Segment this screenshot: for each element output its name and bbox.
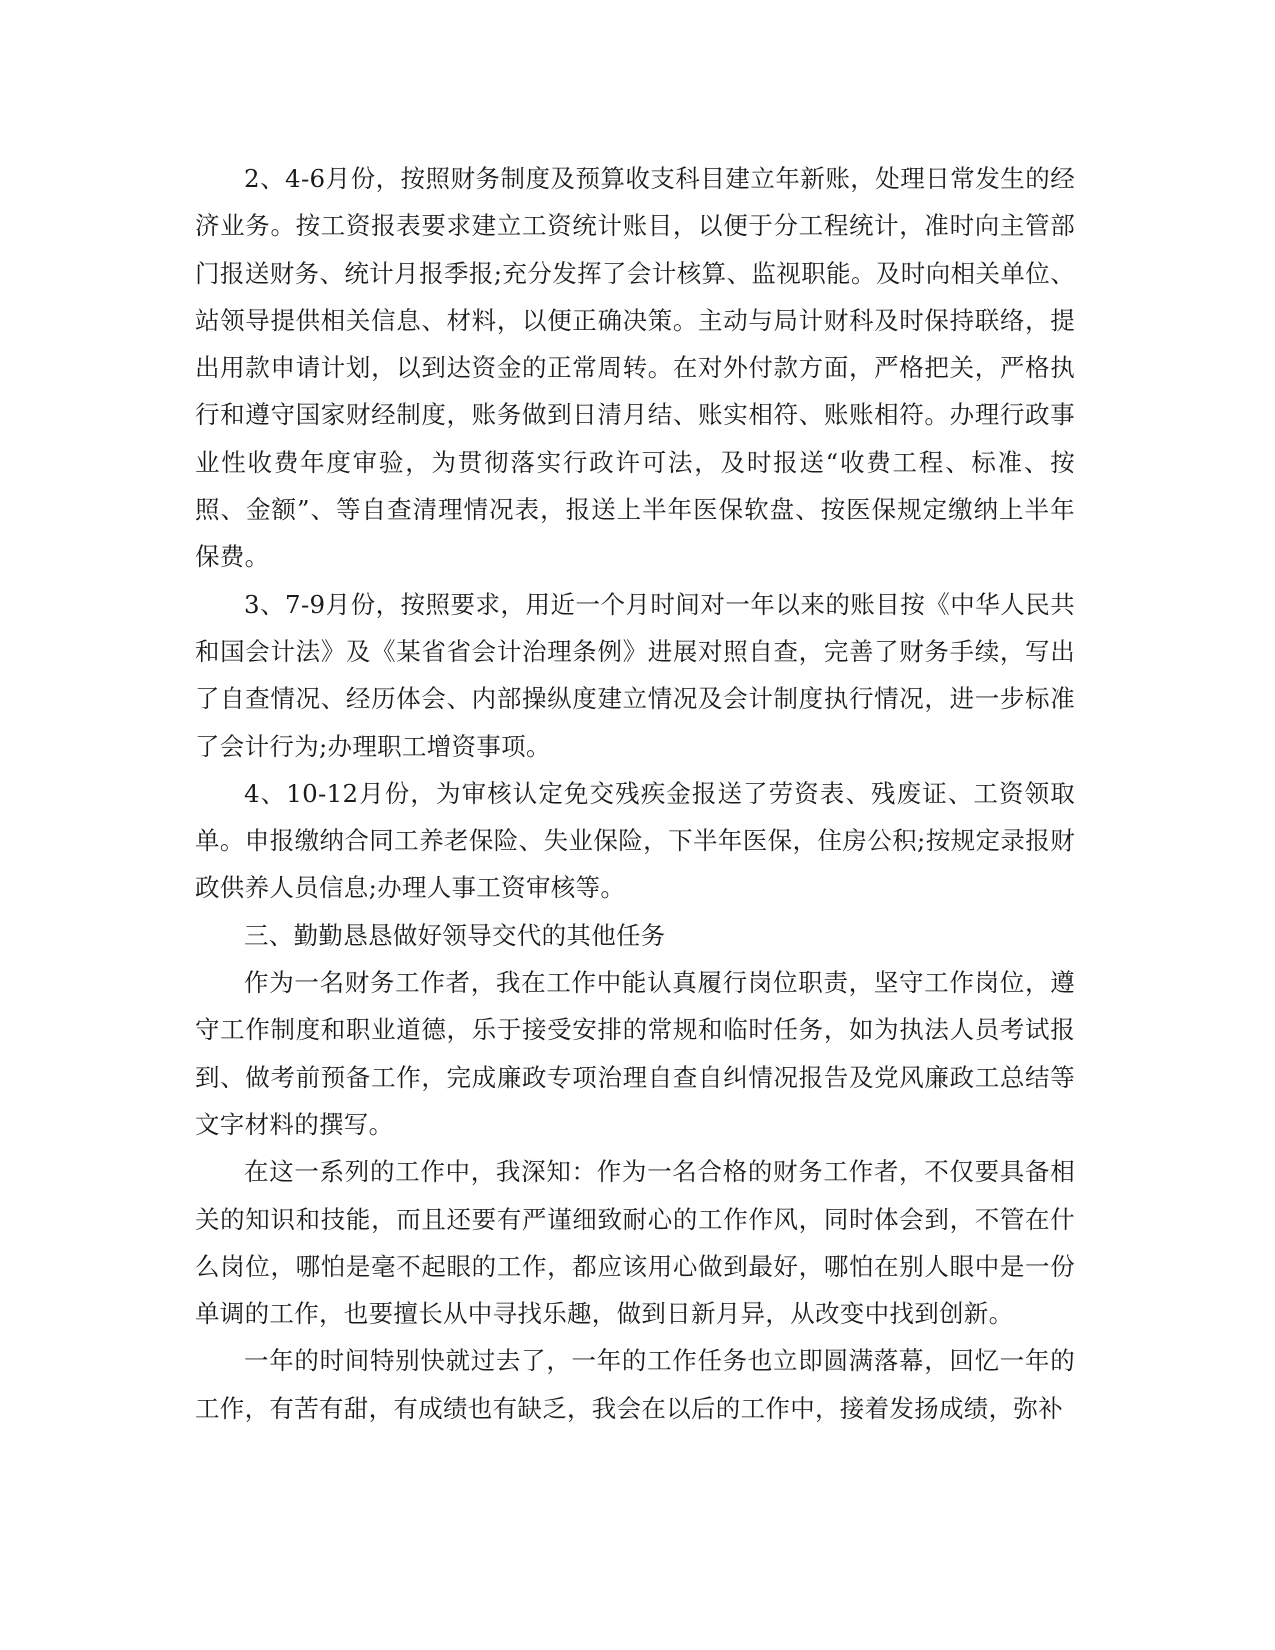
- paragraph-q4-work: 4、10-12月份，为审核认定免交残疾金报送了劳资表、残废证、工资领取单。申报缴纳合同工养老保险、失业保险，下半年医保，住房公积;按规定录报财政供养人员信息;办理人事工资审核等。: [195, 778, 1075, 903]
- paragraph-conclusion: 一年的时间特别快就过去了，一年的工作任务也立即圆满落幕，回忆一年的工作，有苦有甜，有成绩也有缺乏，我会在以后的工作中，接着发扬成绩，弥补: [195, 1346, 1075, 1423]
- section-heading-other-tasks: 三、勤勤恳恳做好领导交代的其他任务: [244, 920, 666, 950]
- paragraph-q3-work: 3、7-9月份，按照要求，用近一个月时间对一年以来的账目按《中华人民共和国会计法》及《某省省会计治理条例》进展对照自查，完善了财务手续，写出了自查情况、经历体会、内部操纵度建立情况及会计制度执行情况，进一步标准了会计行为;办理职工增资事项。: [195, 589, 1075, 761]
- paragraph-reflection: 在这一系列的工作中，我深知：作为一名合格的财务工作者，不仅要具备相关的知识和技能，而且还要有严谨细致耐心的工作作风，同时体会到，不管在什么岗位，哪怕是毫不起眼的工作，都应该用心做到最好，哪怕在别人眼中是一份单调的工作，也要擅长从中寻找乐趣，做到日新月异，从改变中找到创新。: [195, 1157, 1075, 1329]
- paragraph-q2-work: 2、4-6月份，按照财务制度及预算收支科目建立年新账，处理日常发生的经济业务。按工资报表要求建立工资统计账目，以便于分工程统计，准时向主管部门报送财务、统计月报季报;充分发挥了会计核算、监视职能。及时向相关单位、站领导提供相关信息、材料，以便正确决策。主动与局计财科及时保持联络，提出用款申请计划，以到达资金的正常周转。在对外付款方面，严格把关，严格执行和遵守国家财经制度，账务做到日清月结、账实相符、账账相符。办理行政事业性收费年度审验，为贯彻落实行政许可法，及时报送“收费工程、标准、按照、金额”、等自查清理情况表，报送上半年医保软盘、按医保规定缴纳上半年保费。: [195, 164, 1075, 572]
- paragraph-duties: 作为一名财务工作者，我在工作中能认真履行岗位职责，坚守工作岗位，遵守工作制度和职业道德，乐于接受安排的常规和临时任务，如为执法人员考试报到、做考前预备工作，完成廉政专项治理自查自纠情况报告及党风廉政工总结等文字材料的撰写。: [195, 968, 1075, 1139]
- document-body: [195, 155, 1075, 1432]
